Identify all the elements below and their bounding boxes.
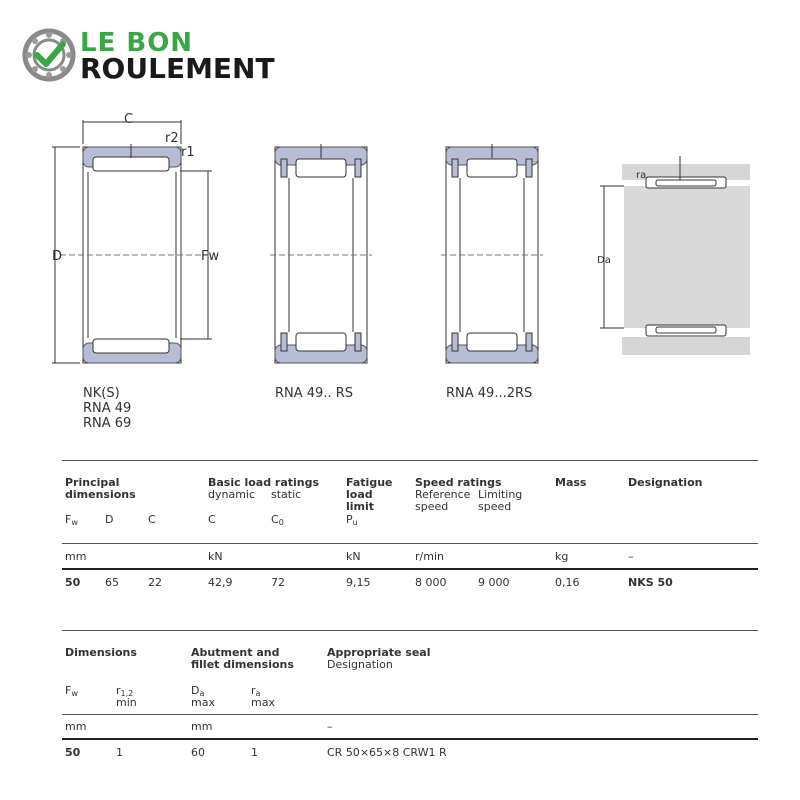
t1-unit-mm: mm — [65, 550, 87, 563]
t2-sym-ra: $r_a$ — [251, 684, 261, 698]
t1-sym-d: D — [105, 513, 114, 526]
t1-h-principal-1: Principal — [65, 476, 120, 489]
logo-line1: LE BON — [80, 28, 194, 58]
t2-row-ra: 1 — [251, 746, 258, 759]
t2-sym-max1: max — [191, 696, 215, 709]
t1-h-limiting-2: speed — [478, 500, 512, 513]
t1-unit-dash: – — [628, 550, 634, 563]
t1-h-mass: Mass — [555, 476, 587, 489]
drawing-rs — [270, 144, 372, 363]
t1-unit-kn1: kN — [208, 550, 223, 563]
dim-fw-label: Fw — [201, 249, 220, 264]
t1-row-c: 22 — [148, 576, 162, 589]
t1-h-static: static — [271, 488, 302, 501]
t1-unit-rmin: r/min — [415, 550, 444, 563]
t2-sym-da: $D_a$ — [191, 684, 205, 698]
brand-logo — [22, 26, 302, 86]
dim-r1-label: r1 — [181, 145, 195, 160]
t1-h-fatigue-3: limit — [346, 500, 375, 513]
t2-sym-max2: max — [251, 696, 275, 709]
caption-nk-2: RNA 49 — [83, 401, 132, 416]
t2-sym-fw: $F_w$ — [65, 684, 78, 698]
t1-sym-c: C — [148, 513, 156, 526]
t1-sym-fw: $F_w$ — [65, 513, 78, 527]
t2-h-seal-1: Appropriate seal — [327, 646, 431, 659]
t1-h-basic: Basic load ratings — [208, 476, 320, 489]
t1-h-reference-2: speed — [415, 500, 449, 513]
t2-row-r12: 1 — [116, 746, 123, 759]
dim-d-label: D — [52, 249, 63, 264]
t1-sym-pu: $P_u$ — [346, 513, 358, 527]
t2-sym-r12: $r_{1,2}$ — [116, 684, 134, 698]
drawing-abutment — [600, 156, 750, 355]
bearing-check-icon — [22, 28, 76, 82]
t2-h-abutment-2: fillet dimensions — [191, 658, 294, 671]
table1-row-rule — [62, 568, 758, 570]
t2-h-seal-2: Designation — [327, 658, 393, 671]
logo-line2: ROULEMENT — [80, 52, 275, 85]
t2-row-fw: 50 — [65, 746, 81, 759]
t1-sym-c-dyn: C — [208, 513, 216, 526]
t1-h-limiting-1: Limiting — [478, 488, 523, 501]
t1-row-d: 65 — [105, 576, 119, 589]
t1-row-pu: 9,15 — [346, 576, 371, 589]
t1-h-speed: Speed ratings — [415, 476, 502, 489]
caption-rs: RNA 49.. RS — [275, 386, 354, 401]
table2-mid-rule — [62, 714, 758, 715]
t1-row-limiting: 9 000 — [478, 576, 510, 589]
t1-row-static: 72 — [271, 576, 285, 589]
t1-row-designation: NKS 50 — [628, 576, 673, 589]
caption-nk-3: RNA 69 — [83, 416, 132, 431]
t2-h-abutment-1: Abutment and — [191, 646, 280, 659]
t2-row-seal: CR 50×65×8 CRW1 R — [327, 746, 447, 759]
t1-h-reference-1: Reference — [415, 488, 471, 501]
table2-top-rule — [62, 630, 758, 631]
t1-row-fw: 50 — [65, 576, 81, 589]
t1-unit-kg: kg — [555, 550, 569, 563]
dim-c-label: C — [124, 112, 134, 127]
t1-row-reference: 8 000 — [415, 576, 447, 589]
t1-h-fatigue-2: load — [346, 488, 373, 501]
table1-top-rule — [62, 460, 758, 461]
t1-h-principal-2: dimensions — [65, 488, 136, 501]
table1-mid-rule — [62, 543, 758, 544]
t2-sym-min: min — [116, 696, 137, 709]
t2-unit-mm2: mm — [191, 720, 213, 733]
caption-2rs: RNA 49...2RS — [446, 386, 533, 401]
t1-h-dynamic: dynamic — [208, 488, 256, 501]
t2-unit-dash: – — [327, 720, 333, 733]
t1-row-dynamic: 42,9 — [208, 576, 233, 589]
table2-row-rule — [62, 738, 758, 740]
t1-unit-kn2: kN — [346, 550, 361, 563]
t1-h-fatigue-1: Fatigue — [346, 476, 393, 489]
dim-r2-label: r2 — [165, 131, 179, 146]
dim-da-label: Da — [597, 255, 611, 266]
drawing-2rs — [441, 144, 543, 363]
t2-h-dimensions: Dimensions — [65, 646, 137, 659]
caption-nk-1: NK(S) — [83, 386, 120, 401]
t2-unit-mm1: mm — [65, 720, 87, 733]
t2-row-da: 60 — [191, 746, 205, 759]
t1-sym-c0: $C_0$ — [271, 513, 284, 527]
bearing-drawings — [0, 100, 800, 440]
t1-row-mass: 0,16 — [555, 576, 580, 589]
dim-ra-label: ra — [636, 170, 647, 181]
t1-h-designation: Designation — [628, 476, 703, 489]
